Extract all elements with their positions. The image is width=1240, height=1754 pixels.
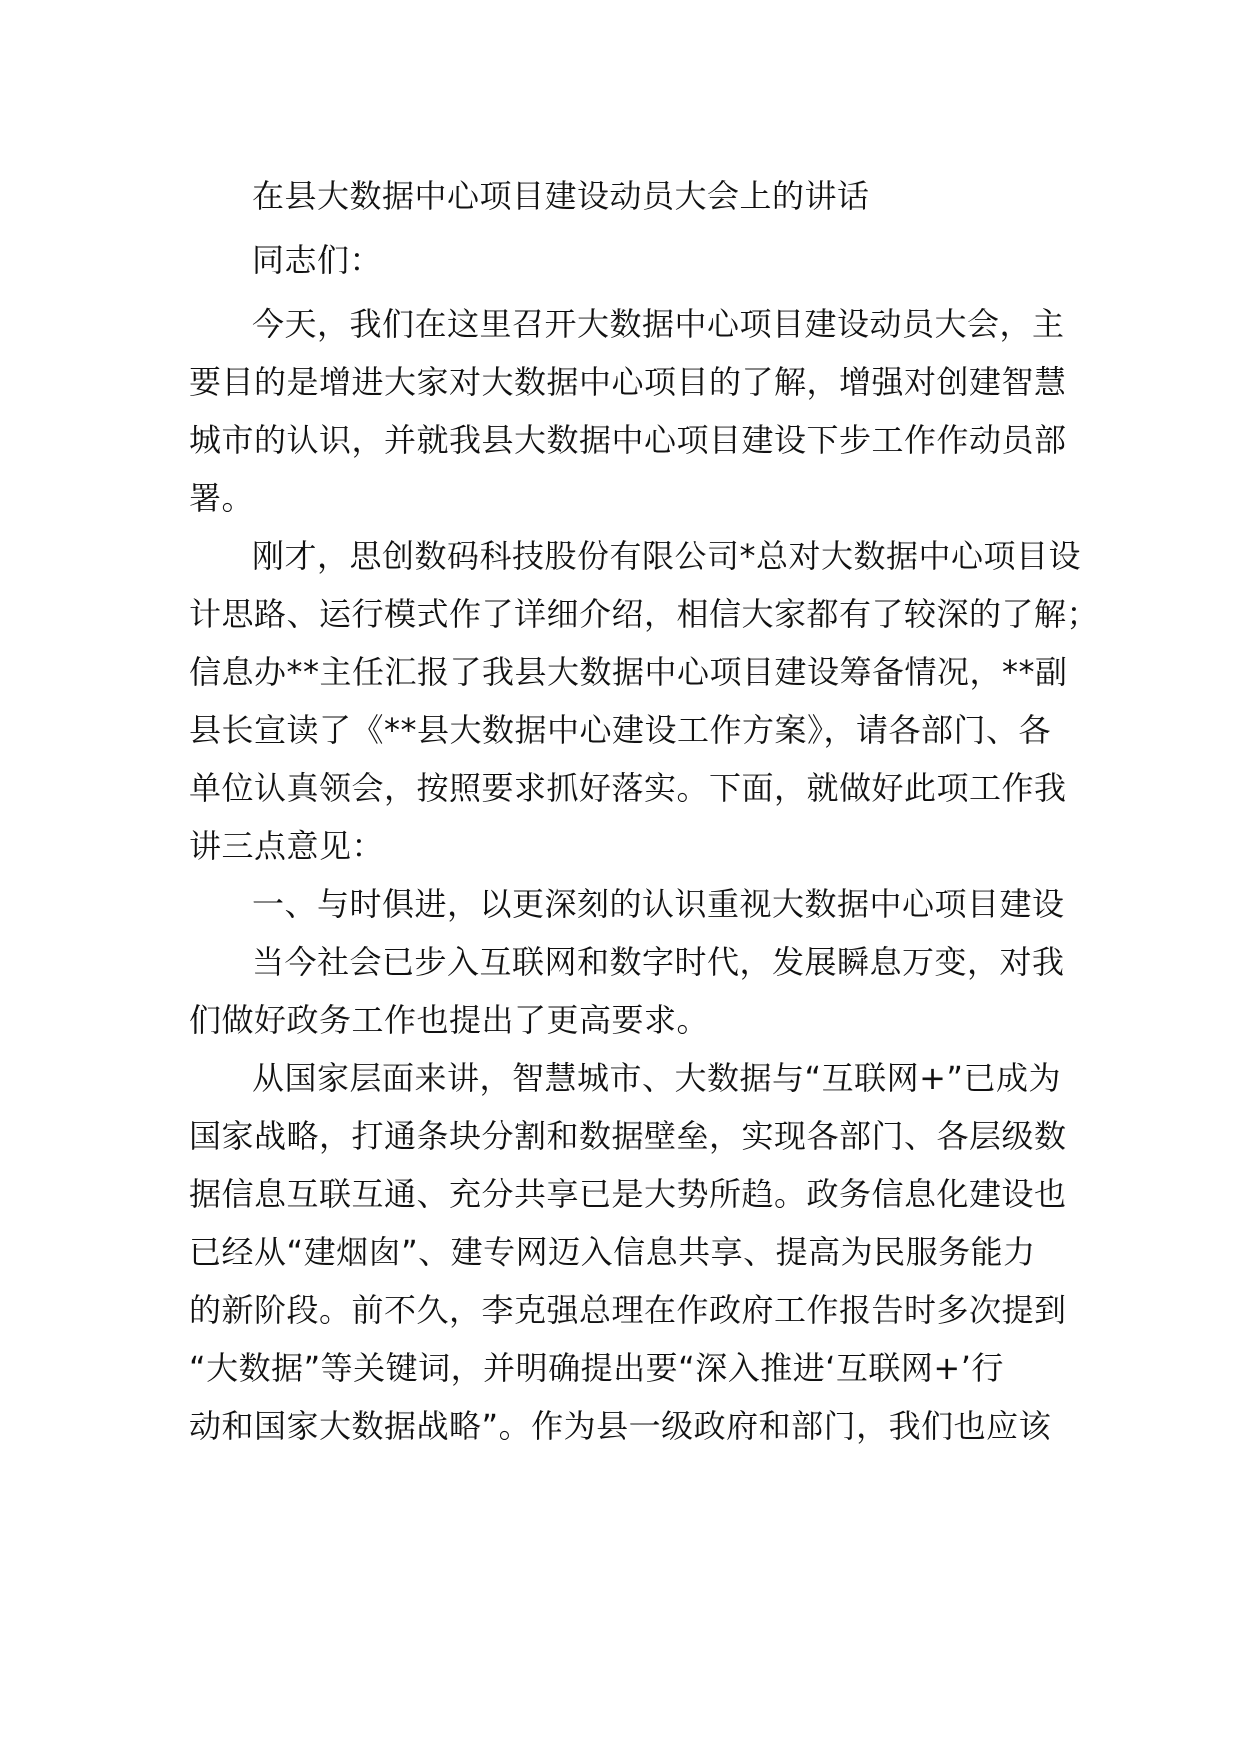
body-line: 已经从“建烟囱”、建专网迈入信息共享、提高为民服务能力 <box>189 1233 1036 1271</box>
body-line: 要目的是增进大家对大数据中心项目的了解，增强对创建智慧 <box>189 363 1067 401</box>
body-line: 讲三点意见： <box>189 827 385 865</box>
body-line: 国家战略，打通条块分割和数据壁垒，实现各部门、各层级数 <box>189 1117 1067 1155</box>
body-line: 从国家层面来讲，智慧城市、大数据与“互联网+”已成为 <box>252 1059 1061 1097</box>
body-line: 们做好政务工作也提出了更高要求。 <box>189 1001 710 1039</box>
body-line: 今天，我们在这里召开大数据中心项目建设动员大会，主 <box>252 305 1065 343</box>
section-heading: 一、与时俱进，以更深刻的认识重视大数据中心项目建设 <box>252 885 1065 923</box>
body-line: 据信息互联互通、充分共享已是大势所趋。政务信息化建设也 <box>189 1175 1067 1213</box>
salutation: 同志们： <box>252 241 383 279</box>
body-line: 单位认真领会，按照要求抓好落实。下面，就做好此项工作我 <box>189 769 1067 807</box>
body-line: “大数据”等关键词，并明确提出要“深入推进‘互联网+’行 <box>189 1349 1004 1387</box>
body-line: 当今社会已步入互联网和数字时代，发展瞬息万变，对我 <box>252 943 1065 981</box>
body-line: 刚才，思创数码科技股份有限公司*总对大数据中心项目设 <box>252 537 1082 575</box>
body-line: 的新阶段。前不久，李克强总理在作政府工作报告时多次提到 <box>189 1291 1067 1329</box>
body-line: 县长宣读了《**县大数据中心建设工作方案》，请各部门、各 <box>189 711 1052 749</box>
body-line: 署。 <box>189 479 255 517</box>
body-line: 信息办**主任汇报了我县大数据中心项目建设筹备情况，**副 <box>189 653 1068 691</box>
document-title: 在县大数据中心项目建设动员大会上的讲话 <box>252 177 870 215</box>
body-line: 计思路、运行模式作了详细介绍，相信大家都有了较深的了解； <box>189 595 1100 633</box>
body-line: 城市的认识，并就我县大数据中心项目建设下步工作作动员部 <box>189 421 1067 459</box>
body-line: 动和国家大数据战略”。作为县一级政府和部门，我们也应该 <box>189 1407 1052 1445</box>
